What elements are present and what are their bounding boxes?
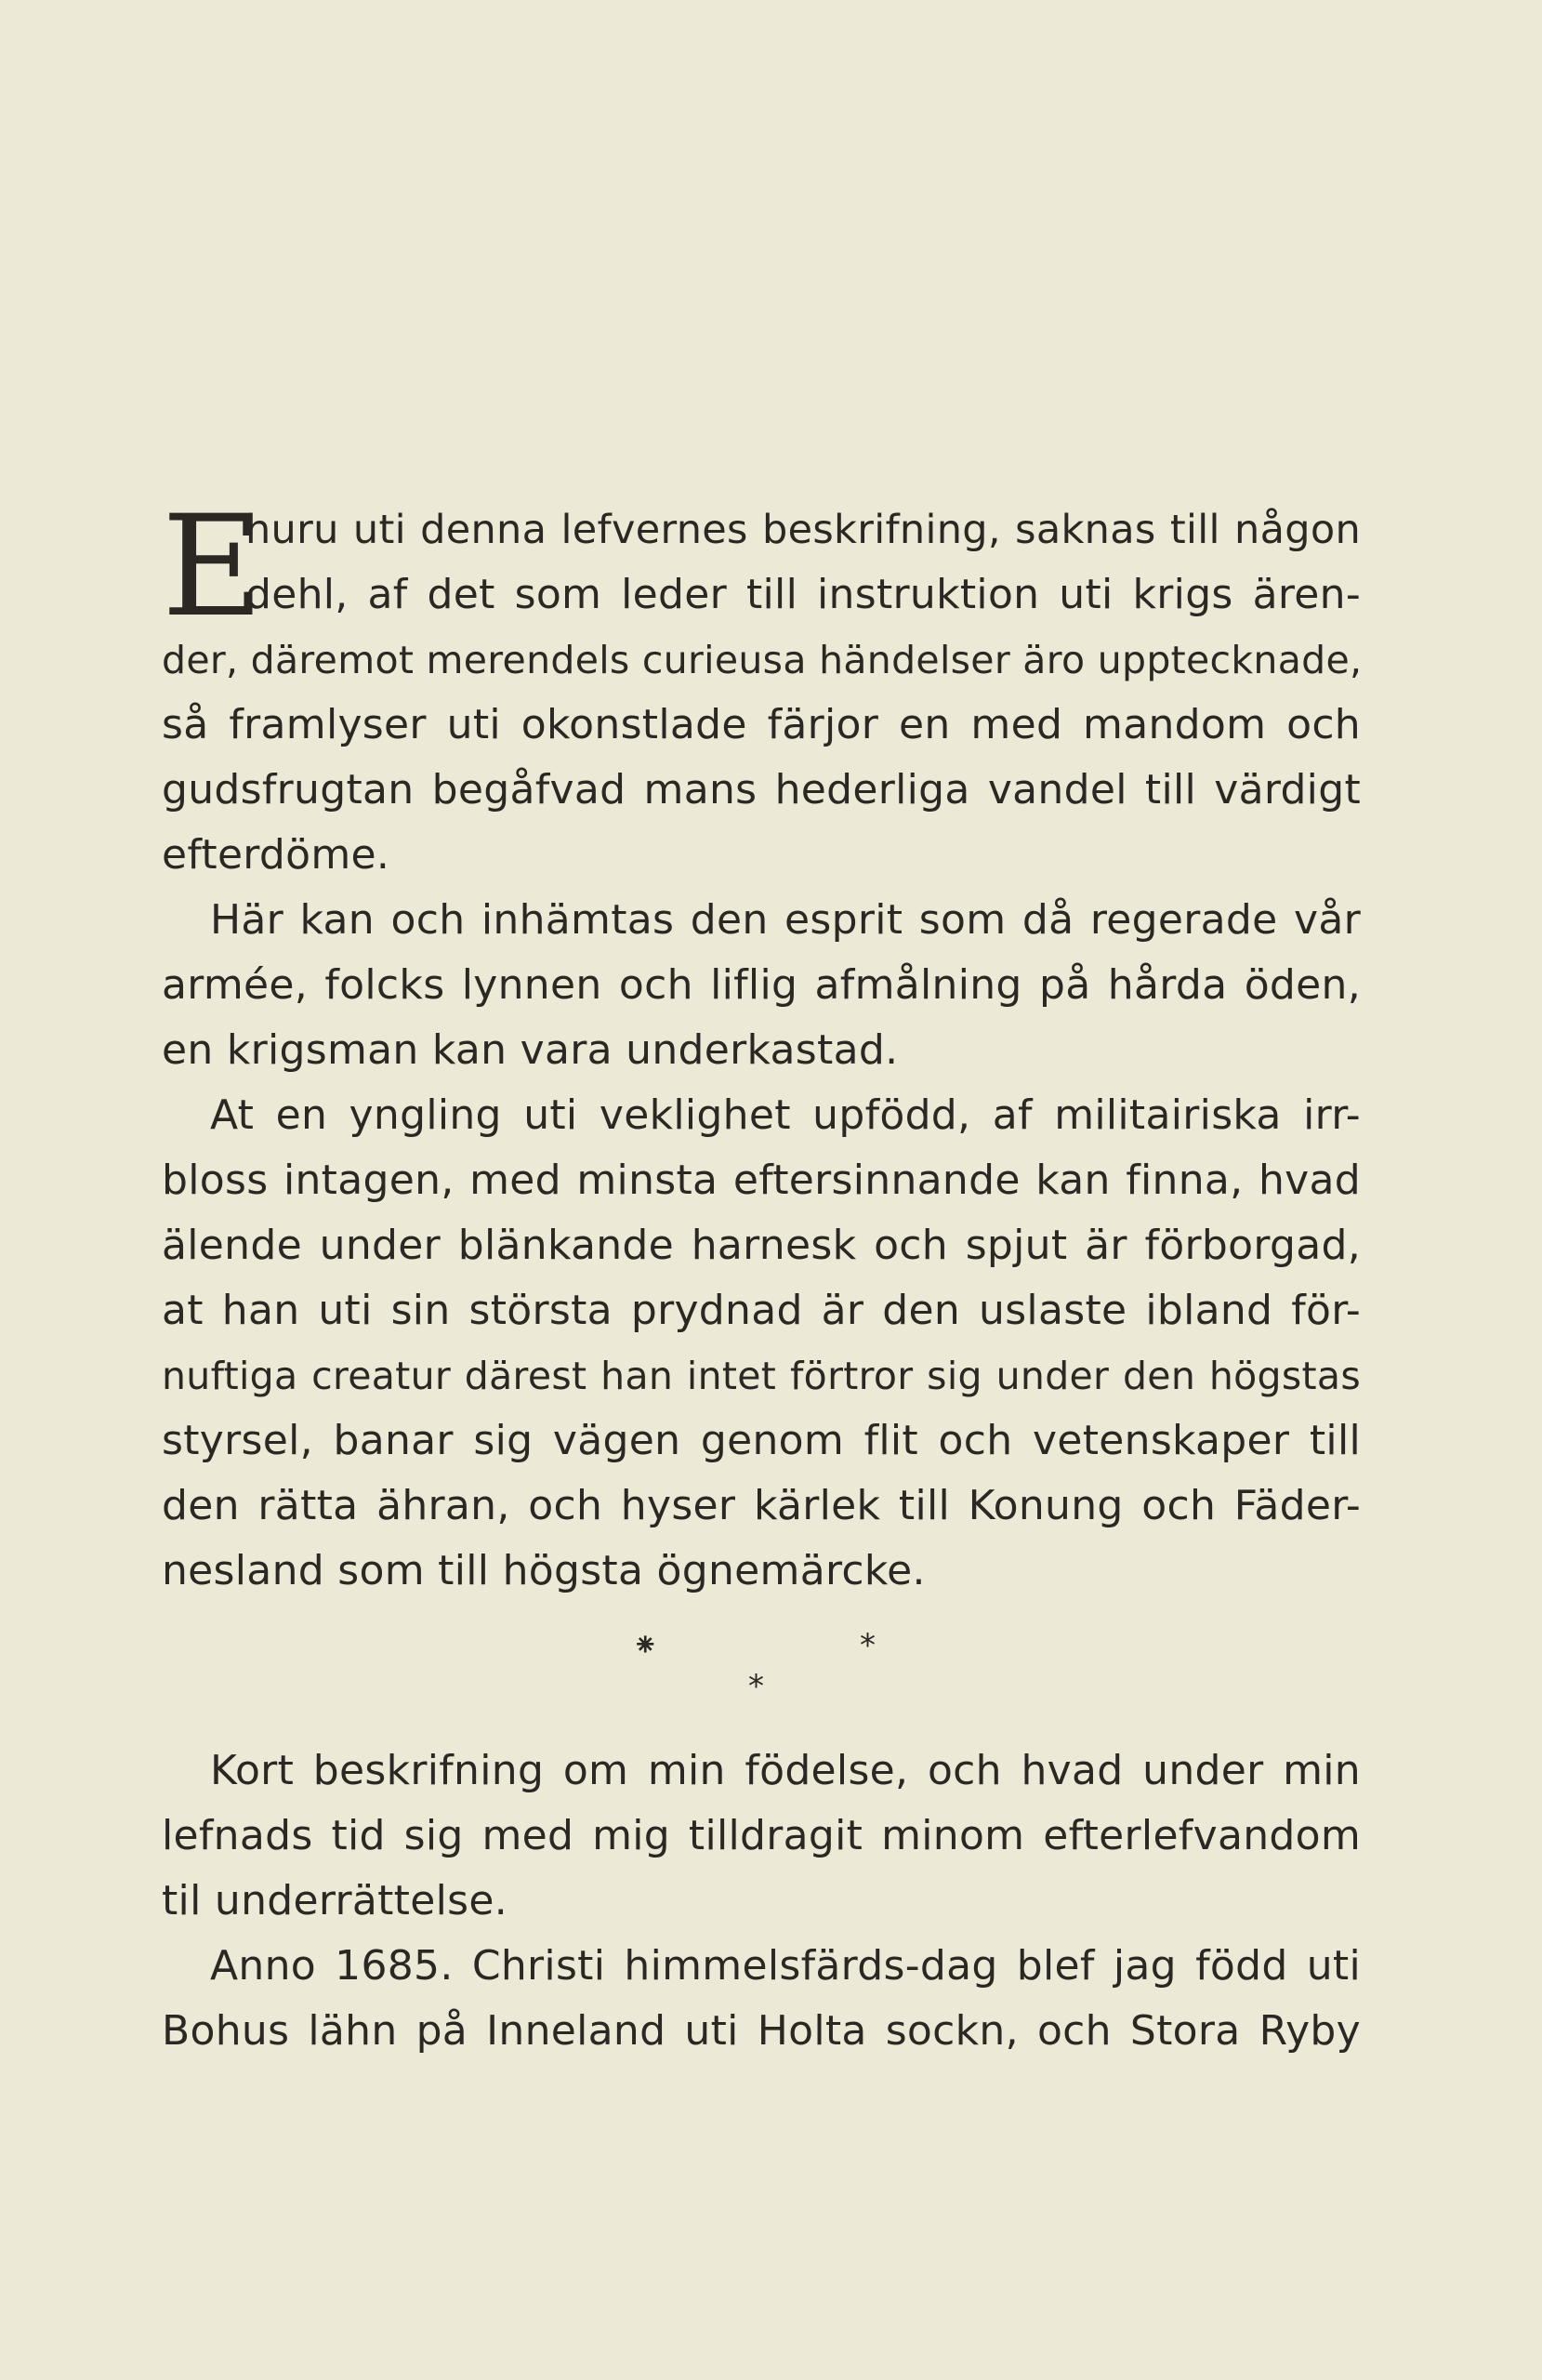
text-line: der, däremot merendels curieusa händelser äro upptecknade,: [162, 638, 1363, 682]
text-line: nuftiga creatur därest han intet förtror sig under den högstas: [162, 1354, 1361, 1398]
paragraph-kort-beskrifning: [162, 1739, 1361, 1934]
text-line: efterdöme.: [162, 831, 390, 879]
text-line: at han uti sin största prydnad är den uslaste ibland för-: [162, 1287, 1361, 1334]
asterism-separator: [595, 1622, 902, 1706]
text-line: den rätta ähran, och hyser kärlek till Konung och Fäder-: [162, 1482, 1361, 1529]
drop-cap-letter: E: [162, 486, 264, 648]
text-line: styrsel, banar sig vägen genom flit och vetenskaper till: [162, 1417, 1361, 1464]
paragraph-anno: [162, 1934, 1361, 2064]
paragraph-esprit: [162, 888, 1361, 1083]
text-line: bloss intagen, med minsta eftersinnande kan finna, hvad: [162, 1157, 1361, 1204]
paragraph-yngling: [162, 1083, 1361, 1604]
text-line: en krigsman kan vara underkastad.: [162, 1026, 899, 1074]
text-line: Kort beskrifning om min födelse, och hvad under min: [210, 1747, 1361, 1794]
intro-paragraph-start: [162, 497, 1361, 628]
text-line: til underrättelse.: [162, 1877, 508, 1924]
text-line: lefnads tid sig med mig tilldragit minom efterlefvandom: [162, 1812, 1361, 1859]
separator-star-bottom: *: [748, 1668, 764, 1705]
text-line: gudsfrugtan begåfvad mans hederliga vandel till värdigt: [162, 766, 1361, 813]
text-line: Anno 1685. Christi himmelsfärds-dag blef jag född uti: [210, 1942, 1361, 1990]
text-line: huru uti denna lefvernes beskrifning, saknas till någon: [245, 507, 1361, 553]
text-line: älende under blänkande harnesk och spjut är förborgad,: [162, 1222, 1361, 1269]
separator-star-left: ⁕: [632, 1627, 659, 1664]
text-line: dehl, af det som leder till instruktion uti krigs ären-: [245, 571, 1361, 618]
text-line: nesland som till högsta ögnemärcke.: [162, 1547, 926, 1594]
intro-paragraph-rest: [162, 628, 1361, 888]
separator-star-right: *: [860, 1627, 876, 1664]
text-line: armée, folcks lynnen och liflig afmålning på hårda öden,: [162, 961, 1361, 1009]
text-line: Bohus lähn på Inneland uti Holta sockn, och Stora Ryby: [162, 2007, 1361, 2055]
text-line: Här kan och inhämtas den esprit som då regerade vår: [210, 896, 1361, 944]
text-line: At en yngling uti veklighet upfödd, af militairiska irr-: [210, 1091, 1361, 1139]
text-line: så framlyser uti okonstlade färjor en med mandom och: [162, 701, 1361, 748]
